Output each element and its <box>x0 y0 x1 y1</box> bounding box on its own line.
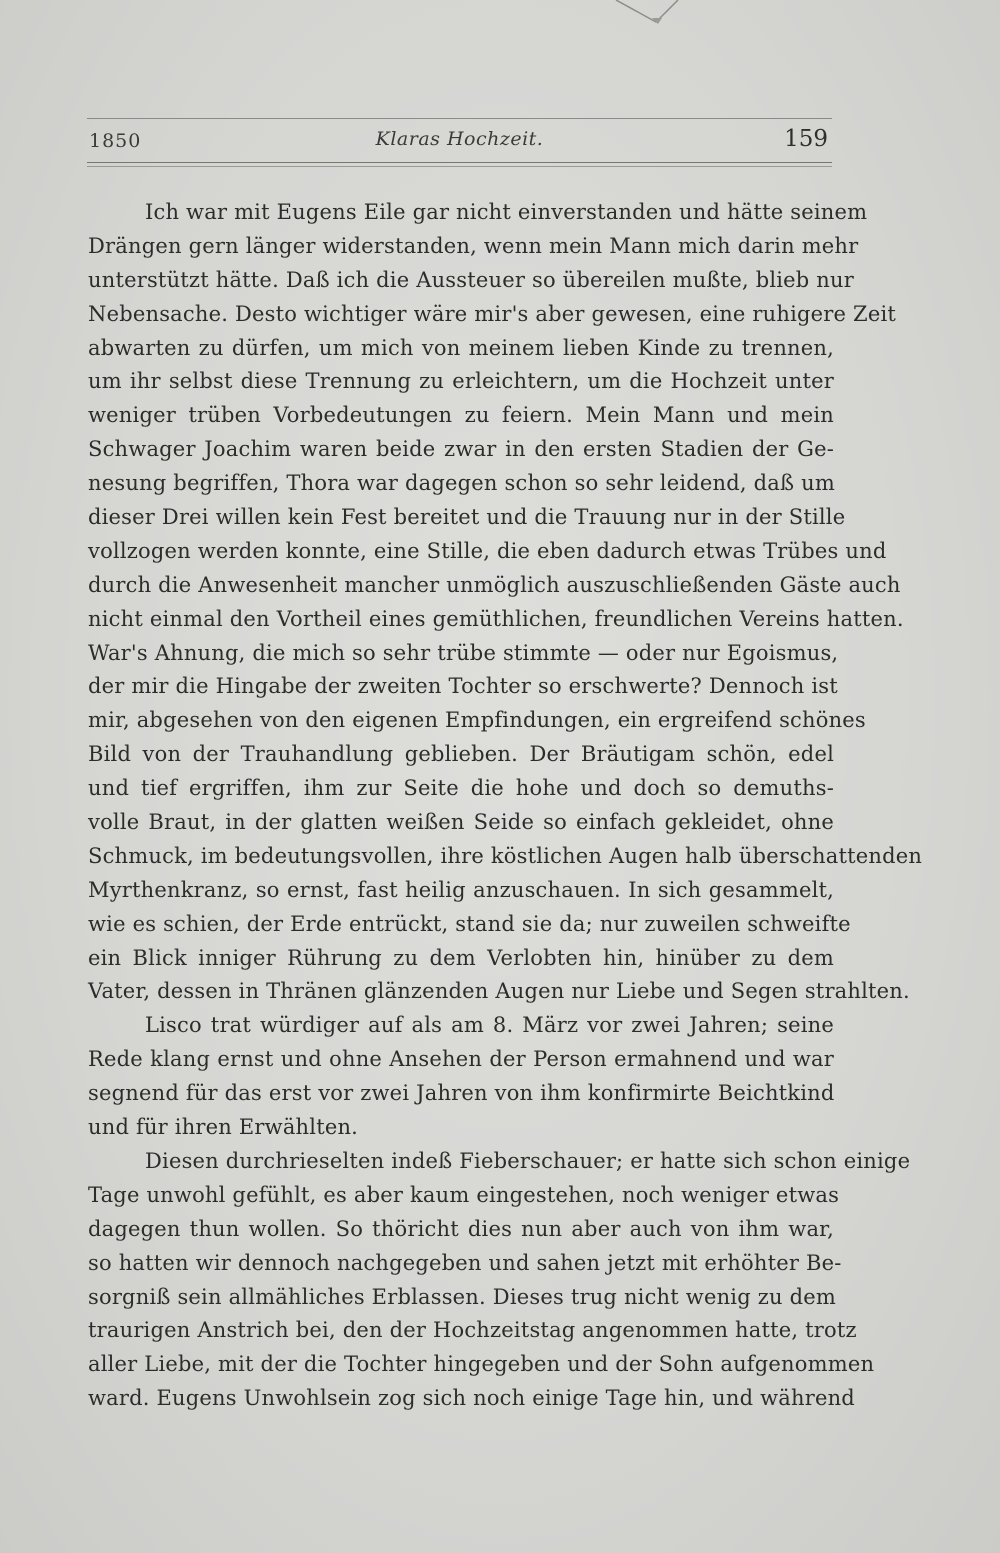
header-title: Klaras Hochzeit. <box>375 128 544 150</box>
text-line: Rede klang ernst und ohne Ansehen der Person ermahnend und war <box>88 1047 834 1072</box>
text-line: unterstützt hätte. Daß ich die Aussteuer so übereilen mußte, blieb nur <box>88 267 855 292</box>
header-year: 1850 <box>89 130 142 152</box>
text-line: abwarten zu dürfen, um mich von meinem lieben Kinde zu trennen, <box>88 335 834 360</box>
page-corner-fold <box>612 0 682 26</box>
text-line: traurigen Anstrich bei, den der Hochzeitstag angenommen hatte, trotz <box>88 1318 857 1343</box>
text-line: Lisco trat würdiger auf als am 8. März vor zwei Jahren; seine <box>145 1013 834 1038</box>
text-line: Schwager Joachim waren beide zwar in den ersten Stadien der Ge- <box>88 437 834 462</box>
text-line: weniger trüben Vorbedeutungen zu feiern. Mein Mann und mein <box>88 403 834 428</box>
header-rule-top <box>87 118 832 119</box>
text-line: volle Braut, in der glatten weißen Seide so einfach gekleidet, ohne <box>88 810 834 835</box>
text-line: Nebensache. Desto wichtiger wäre mir's aber gewesen, eine ruhigere Zeit <box>88 301 897 326</box>
text-line: der mir die Hingabe der zweiten Tochter so erschwerte? Dennoch ist <box>88 674 838 699</box>
text-line: Drängen gern länger widerstanden, wenn mein Mann mich darin mehr <box>88 233 859 258</box>
text-line: dagegen thun wollen. So thöricht dies nun aber auch von ihm war, <box>88 1216 834 1241</box>
text-line: Diesen durchrieselten indeß Fieberschauer; er hatte sich schon einige <box>145 1148 911 1173</box>
text-line: sorgniß sein allmähliches Erblassen. Dieses trug nicht wenig zu dem <box>88 1284 836 1309</box>
text-line: durch die Anwesenheit mancher unmöglich auszuschließenden Gäste auch <box>88 572 901 597</box>
text-line: vollzogen werden konnte, eine Stille, die eben dadurch etwas Trübes und <box>88 538 887 563</box>
text-line: um ihr selbst diese Trennung zu erleichtern, um die Hochzeit unter <box>88 369 834 394</box>
text-line: Schmuck, im bedeutungsvollen, ihre köstlichen Augen halb überschattenden <box>88 843 923 868</box>
text-line: segnend für das erst vor zwei Jahren von ihm konfirmirte Beichtkind <box>88 1081 835 1106</box>
text-line: wie es schien, der Erde entrückt, stand sie da; nur zuweilen schweifte <box>88 911 851 936</box>
body-text <box>88 196 923 1416</box>
running-header <box>87 118 832 170</box>
text-line: Myrthenkranz, so ernst, fast heilig anzuschauen. In sich gesammelt, <box>88 877 834 902</box>
text-line: und tief ergriffen, ihm zur Seite die hohe und doch so demuths- <box>88 776 834 801</box>
text-line: nesung begriffen, Thora war dagegen schon so sehr leidend, daß um <box>88 471 835 496</box>
text-line: War's Ahnung, die mich so sehr trübe stimmte — oder nur Egoismus, <box>88 640 839 665</box>
text-line: Vater, dessen in Thränen glänzenden Augen nur Liebe und Segen strahlten. <box>88 979 910 1004</box>
header-rule-bottom <box>87 162 832 167</box>
text-line: Tage unwohl gefühlt, es aber kaum eingestehen, noch weniger etwas <box>88 1182 840 1207</box>
text-line: dieser Drei willen kein Fest bereitet und die Trauung nur in der Stille <box>88 505 846 530</box>
text-line: und für ihren Erwählten. <box>88 1115 359 1140</box>
page-number: 159 <box>784 126 828 152</box>
text-line: aller Liebe, mit der die Tochter hingegeben und der Sohn aufgenommen <box>88 1352 875 1377</box>
text-line: ward. Eugens Unwohlsein zog sich noch einige Tage hin, und während <box>88 1386 855 1411</box>
text-line: mir, abgesehen von den eigenen Empfindungen, ein ergreifend schönes <box>88 708 866 733</box>
text-line: ein Blick inniger Rührung zu dem Verlobten hin, hinüber zu dem <box>88 945 834 970</box>
text-line: nicht einmal den Vortheil eines gemüthlichen, freundlichen Vereins hatten. <box>88 606 904 631</box>
text-line: Bild von der Trauhandlung geblieben. Der Bräutigam schön, edel <box>88 742 834 767</box>
text-line: so hatten wir dennoch nachgegeben und sahen jetzt mit erhöhter Be- <box>88 1250 842 1275</box>
text-line: Ich war mit Eugens Eile gar nicht einverstanden und hätte seinem <box>145 200 868 224</box>
